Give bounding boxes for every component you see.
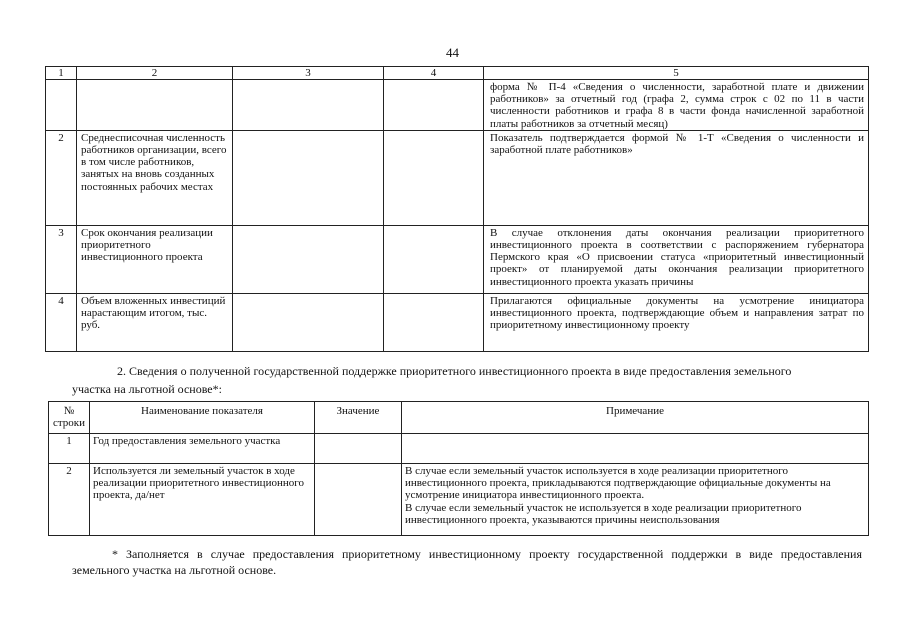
section-heading	[72, 362, 862, 398]
column-number-2: 2	[77, 67, 233, 80]
header-value: Значение	[315, 402, 402, 434]
note-cell: В случае отклонения даты окончания реализации приоритетного инвестиционного проекта в соответствии с распоряжением губернатора Пермского края «О присвоении статуса «приоритетный инвестиционный проект» от планируемой даты окончания реализации приоритетного инвестиционного проекта указать причины	[484, 225, 869, 293]
value-cell	[315, 464, 402, 536]
column-number-1: 1	[46, 67, 77, 80]
table-row	[46, 130, 869, 225]
row-number: 2	[49, 464, 90, 536]
table-header-row	[49, 402, 869, 434]
table-row	[49, 434, 869, 464]
indicator-name-cell: Объем вложенных инвестиций нарастающим итогом, тыс. руб.	[77, 293, 233, 351]
column-number-3: 3	[233, 67, 384, 80]
row-number	[46, 80, 77, 131]
row-number: 2	[46, 130, 77, 225]
page-number: 44	[446, 45, 459, 60]
value-cell	[384, 80, 484, 131]
note-paragraph: В случае если земельный участок используется в ходе реализации приоритетного инвестиционного проекта, прикладываются подтверждающие официальные документы на усмотрение инициатора инвестиционного проекта.	[405, 465, 831, 502]
section-heading-line: участка на льготной основе*:	[72, 382, 222, 396]
note-cell: Прилагаются официальные документы на усмотрение инициатора инвестиционного проекта, подтверждающие объем и направления затрат по приоритетному инвестиционному проекту	[484, 293, 869, 351]
row-number: 1	[49, 434, 90, 464]
footnote: * Заполняется в случае предоставления приоритетному инвестиционному проекту государственной поддержки в виде предоставления земельного участка на льготной основе.	[72, 547, 862, 577]
indicator-name-cell: Используется ли земельный участок в ходе реализации приоритетного инвестиционного проекта, да/нет	[90, 464, 315, 536]
value-cell	[233, 293, 384, 351]
table-header-row	[46, 67, 869, 80]
note-cell	[402, 464, 869, 536]
value-cell	[384, 293, 484, 351]
value-cell	[233, 130, 384, 225]
indicator-name-cell: Среднесписочная численность работников организации, всего в том числе работников, занятых на вновь созданных постоянных рабочих местах	[77, 130, 233, 225]
row-number: 4	[46, 293, 77, 351]
header-note: Примечание	[402, 402, 869, 434]
header-indicator-name: Наименование показателя	[90, 402, 315, 434]
value-cell	[315, 434, 402, 464]
land-support-table	[48, 401, 869, 536]
section-heading-line: 2. Сведения о полученной государственной поддержке приоритетного инвестиционного проекта в виде предоставления земельного	[117, 364, 792, 378]
table-row	[49, 464, 869, 536]
column-number-5: 5	[484, 67, 869, 80]
note-cell: Показатель подтверждается формой № 1-Т «Сведения о численности и заработной плате работников»	[484, 130, 869, 225]
note-paragraph: В случае если земельный участок не используется в ходе реализации приоритетного инвестиционного проекта, указываются причины неиспользования	[405, 501, 802, 526]
table-row	[46, 80, 869, 131]
table-row	[46, 225, 869, 293]
investment-indicators-table	[45, 66, 869, 352]
value-cell	[233, 225, 384, 293]
row-number: 3	[46, 225, 77, 293]
note-cell: форма № П-4 «Сведения о численности, заработной плате и движении работников» за отчетный год (графа 2, сумма строк с 02 по 11 в части численности работников и графа 8 в части фонда начисленной заработной платы работников за отчетный месяц)	[484, 80, 869, 131]
value-cell	[233, 80, 384, 131]
value-cell	[384, 130, 484, 225]
column-number-4: 4	[384, 67, 484, 80]
header-row-number: № строки	[49, 402, 90, 434]
indicator-name-cell: Срок окончания реализации приоритетного инвестиционного проекта	[77, 225, 233, 293]
note-cell	[402, 434, 869, 464]
value-cell	[384, 225, 484, 293]
indicator-name-cell: Год предоставления земельного участка	[90, 434, 315, 464]
table-row	[46, 293, 869, 351]
indicator-name-cell	[77, 80, 233, 131]
